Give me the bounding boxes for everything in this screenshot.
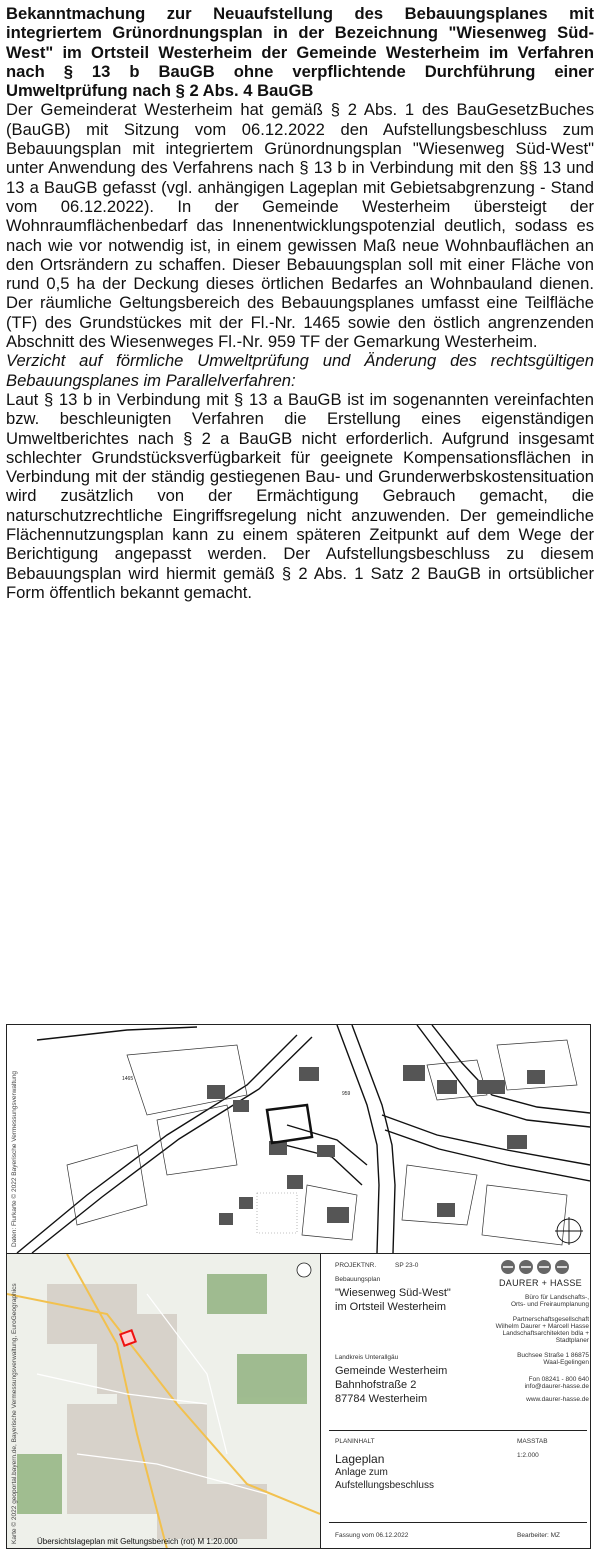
- firm-web: www.daurer-hasse.de: [526, 1396, 589, 1403]
- notice-page: [6, 4, 594, 1552]
- overview-caption: Übersichtslageplan mit Geltungsbereich (rot) M 1:20.000: [37, 1537, 238, 1546]
- city: 87784 Westerheim: [335, 1393, 428, 1405]
- notice-paragraph-1: Der Gemeinderat Westerheim hat gemäß § 2 Abs. 1 des BauGesetzBuches (BauGB) mit Sitzung vom 06.12.2022 den Aufstellungsbeschluss zum Bebauungsplan mit integriertem Grünordnungsplan "Wiesenweg Süd-West" unter Anwendung des Verfahrens nach § 13 b in Verbindung mit den §§ 13 und 13 a BauGB gefasst (vgl. anhängigen Lageplan mit Gebietsabgrenzung - Stand vom 06.12.2022). In der Gemeinde Westerheim übersteigt der Wohnraumflächenbedarf das Innenentwicklungspotenzial deutlich, sodass es nach wie vor notwendig ist, in einem gewissen Maß neue Wohnbauflächen an den Ortsrändern zu schaffen. Dieser Bebauungsplan soll mit einer Fläche von rund 0,5 ha der Deckung dieses örtlichen Bedarfes an Wohnbauland dienen. Der räumliche Geltungsbereich des Bebauungsplanes umfasst eine Teilfläche (TF) des Grundstückes mit der Fl.-Nr. 1465 sowie den östlich angrenzenden Abschnitt des Wiesenweges Fl.-Nr. 959 TF der Gemarkung Westerheim.: [6, 100, 594, 352]
- cadastral-map-drawing: [7, 1025, 590, 1253]
- map-credit-top: Daten: Flurkarte © 2022 Bayerische Vermessungsverwaltung: [11, 1070, 18, 1247]
- content-title: Lageplan: [335, 1452, 385, 1466]
- notice-title: Bekanntmachung zur Neuaufstellung des Bebauungsplanes mit integriertem Grünordnungsplan in der Bezeichnung "Wiesenweg Süd-West" im Ortsteil Westerheim der Gemeinde Westerheim im Verfahren nach § 13 b BauGB ohne verpflichtende Durchführung einer Umweltprüfung nach § 2 Abs. 4 BauGB: [6, 4, 594, 101]
- firm-address: Buchsee Straße 1 86875 Waal-Egelingen: [517, 1352, 589, 1366]
- divider: [329, 1430, 587, 1431]
- firm-logo: [499, 1258, 583, 1279]
- version: Fassung vom 06.12.2022: [335, 1532, 409, 1539]
- divider: [329, 1522, 587, 1523]
- municipality: Gemeinde Westerheim: [335, 1365, 448, 1377]
- project-no: SP 23-0: [395, 1262, 419, 1269]
- parcel-label-1465: 1465: [122, 1076, 134, 1082]
- boundary-outline: [267, 1105, 312, 1143]
- plan-location: im Ortsteil Westerheim: [335, 1301, 447, 1313]
- north-arrow-icon: [555, 1217, 583, 1245]
- firm-logo-icon: [499, 1258, 583, 1276]
- plan-name: "Wiesenweg Süd-West": [335, 1287, 451, 1299]
- notice-paragraph-2: Laut § 13 b in Verbindung mit § 13 a BauGB ist im sogenannten vereinfachten bzw. beschleunigten Verfahren die Erstellung eines eigenständigen Umweltberichtes nach § 2 a BauGB nicht erforderlich. Aufgrund insgesamt schlechter Grundstücksverfügbarkeit für geeignete Kompensationsflächen in Verbindung mit der ständig gestiegenen Bau- und Grunderwerbskostensituation wird zusätzlich von der Ermächtigung Gebrauch gemacht, die naturschutzrechtliche Eingriffsregelung nicht anzuwenden. Der gemeindliche Flächennutzungsplan kann zu einem späteren Zeitpunkt auf dem Wege der Berichtigung angepasst werden. Der Aufstellungsbeschluss zu diesem Bebauungsplan wird hiermit gemäß § 2 Abs. 1 Satz 2 BauGB in ortsüblicher Form öffentlich bekannt gemacht.: [6, 389, 594, 602]
- boundary-marker: [120, 1330, 135, 1345]
- map-credit-bottom: Karte © 2022 geoportal.bayern.de, Bayerische Vermessungsverwaltung, EuroGeographics: [11, 1283, 18, 1544]
- scale-value: 1:2.000: [517, 1452, 539, 1459]
- overview-map-drawing: [7, 1254, 320, 1549]
- firm-partner: Partnerschaftsgesellschaft Wilhelm Daurer + Marcell Hasse Landschaftsarchitekten bdla + Stadtplaner: [495, 1316, 589, 1344]
- content-sub1: Anlage zum: [335, 1467, 388, 1478]
- overview-north-arrow-icon: [297, 1263, 311, 1277]
- title-block: [321, 1254, 590, 1549]
- notice-subheading: Verzicht auf förmliche Umweltprüfung und Änderung des rechtsgültigen Bebauungsplanes im Parallelverfahren:: [6, 351, 594, 390]
- overview-map: [7, 1254, 321, 1549]
- project-label: PROJEKTNR.: [335, 1262, 377, 1269]
- author: Bearbeiter: MZ: [517, 1532, 560, 1539]
- street: Bahnhofstraße 2: [335, 1379, 417, 1391]
- cadastral-map: [7, 1025, 590, 1254]
- district: Landkreis Unterallgäu: [335, 1354, 399, 1361]
- content-sub2: Aufstellungsbeschluss: [335, 1480, 434, 1491]
- scale-label: MASSTAB: [517, 1438, 548, 1445]
- plan-bottom: [7, 1254, 590, 1549]
- firm-phone: Fon 08241 - 800 640 info@daurer-hasse.de: [524, 1376, 589, 1390]
- content-label: PLANINHALT: [335, 1438, 375, 1445]
- firm-name: DAURER + HASSE: [499, 1278, 582, 1288]
- site-plan-figure: [6, 1024, 591, 1549]
- plan-type: Bebauungsplan: [335, 1276, 381, 1283]
- parcel-label-959: 959: [342, 1091, 351, 1097]
- firm-desc: Büro für Landschafts-, Orts- und Freiraumplanung: [510, 1294, 589, 1308]
